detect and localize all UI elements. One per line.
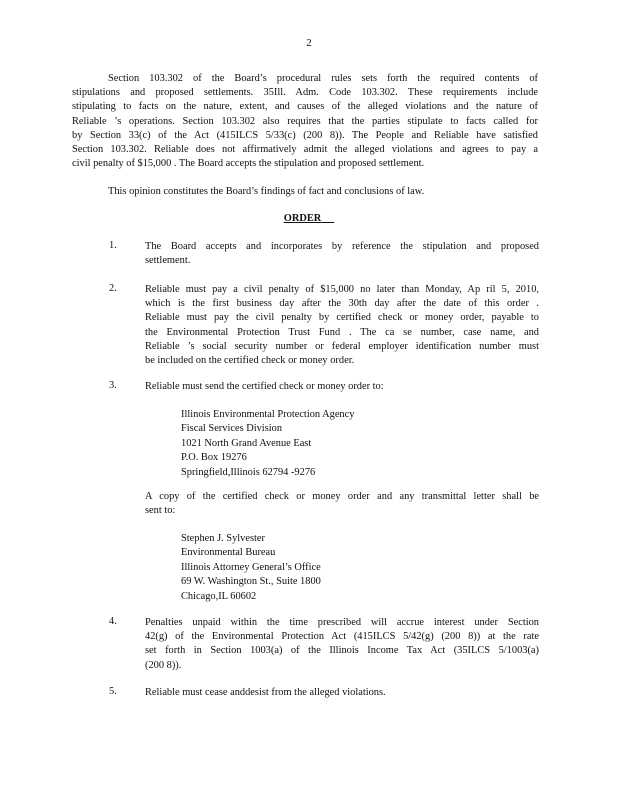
item-number: 2. (109, 283, 117, 294)
copy-line: sent to: (145, 505, 176, 517)
address-line: P.O. Box 19276 (181, 452, 247, 464)
item-line: set forth in Section 1003(a) of the Illinois Income Tax Act (35ILCS 5/1003(a) (145, 645, 539, 657)
item-body (145, 240, 539, 268)
address-line: 69 W. Washington St., Suite 1800 (181, 576, 321, 588)
item-line: Reliable must cease anddesist from the alleged violations. (145, 687, 386, 698)
copy-paragraph (145, 490, 539, 518)
item-body (145, 283, 539, 368)
item-line: (200 8)). (145, 659, 182, 671)
order-heading-text: ORDER (283, 213, 322, 224)
item-line: which is the first business day after the 30th day after the date of this order . (145, 298, 539, 310)
item-number: 3. (109, 380, 117, 391)
address-line: Stephen J. Sylvester (181, 533, 265, 544)
intro-line: Section 103.302. Reliable does not affirmatively admit the alleged violations and agrees to pay a (72, 144, 538, 156)
findings-line: This opinion constitutes the Board’s findings of fact and conclusions of law. (108, 186, 425, 197)
epa-address (181, 408, 354, 480)
address-line: Chicago,IL 60602 (181, 590, 257, 602)
address-line: Fiscal Services Division (181, 423, 283, 435)
item-number: 5. (109, 686, 117, 697)
item-line: settlement. (145, 255, 191, 267)
ag-address (181, 532, 321, 604)
address-line: Springfield,Illinois 62794 -9276 (181, 466, 316, 478)
item-body (145, 380, 539, 394)
item-line: 42(g) of the Environmental Protection Act (415ILCS 5/42(g) (200 8)) at the rate (145, 631, 539, 643)
item-body (145, 616, 539, 673)
address-line: Environmental Bureau (181, 547, 276, 559)
intro-line: by Section 33(c) of the Act (415ILCS 5/33(c) (200 8)). The People and Reliable have satisfied (72, 129, 538, 141)
item-line: Reliable must send the certified check or money order to: (145, 381, 384, 392)
item-line: Reliable must pay the civil penalty by certified check or money order, payable to (145, 312, 539, 324)
intro-line: Section 103.302 of the Board’s procedural rules sets forth the required contents of (108, 73, 538, 84)
page-number: 2 (306, 37, 312, 49)
findings-paragraph (108, 185, 574, 199)
item-line: Reliable must pay a civil penalty of $15,000 no later than Monday, Ap ril 5, 2010, (145, 284, 539, 295)
intro-line: stipulating to facts on the nature, extent, and causes of the alleged violations and the nature of (72, 101, 538, 113)
item-line: Reliable ’s social security number or federal employer identification number must (145, 340, 539, 352)
copy-line: A copy of the certified check or money order and any transmittal letter shall be (145, 491, 539, 502)
intro-line: Reliable ’s operations. Section 103.302 also requires that the parties stipulate to facts called for (72, 115, 538, 127)
address-line: Illinois Environmental Protection Agency (181, 409, 355, 420)
item-number: 4. (109, 616, 117, 627)
item-number: 1. (109, 240, 117, 251)
intro-line: civil penalty of $15,000 . The Board accepts the stipulation and proposed settlement. (72, 158, 425, 170)
intro-line: stipulations and proposed settlements. 35Ill. Adm. Code 103.302. These requirements include (72, 87, 538, 99)
item-body (145, 686, 539, 700)
item-line: The Board accepts and incorporates by reference the stipulation and proposed (145, 241, 539, 252)
address-line: Illinois Attorney General’s Office (181, 561, 321, 573)
order-heading (0, 213, 618, 224)
item-line: be included on the certified check or money order. (145, 355, 355, 367)
intro-paragraph (72, 72, 538, 171)
address-line: 1021 North Grand Avenue East (181, 437, 312, 449)
item-line: Penalties unpaid within the time prescribed will accrue interest under Section (145, 617, 539, 628)
item-line: the Environmental Protection Trust Fund . The ca se number, case name, and (145, 326, 539, 338)
